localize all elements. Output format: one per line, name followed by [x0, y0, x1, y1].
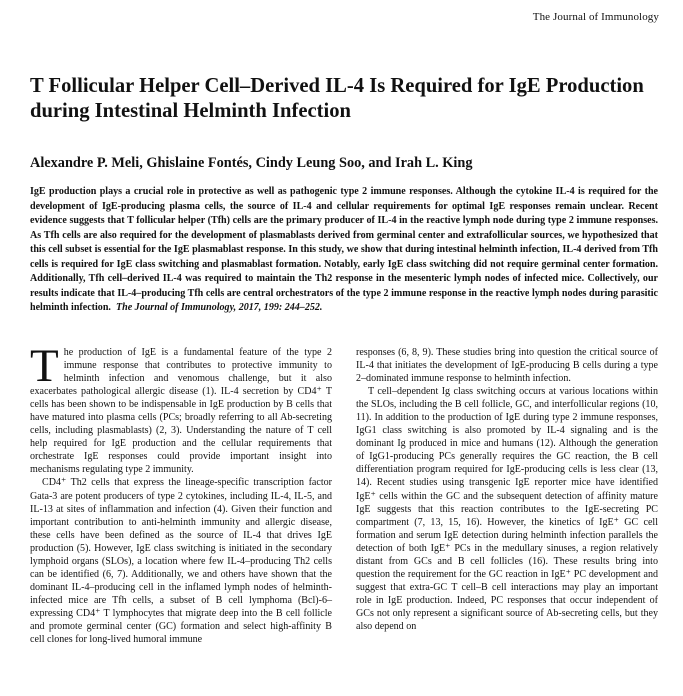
abstract: [30, 185, 658, 316]
article-title: T Follicular Helper Cell–Derived IL-4 Is Required for IgE Production during Intestinal Helminth Infection: [30, 75, 644, 122]
body-paragraph: responses (6, 8, 9). These studies bring into question the critical source of IL-4 that initiates the development of IgE-producing B cells during a type 2–dominated immune response to helminth infection.: [356, 347, 658, 385]
journal-header: The Journal of Immunology: [532, 11, 659, 23]
intro-paragraph-text: he production of IgE is a fundamental feature of the type 2 immune response that contributes to protective immunity to helminth infection and venomous challenge, but it also exacerbates pathological allergic disease (1). IL-4 secretion by CD4⁺ T cells has been shown to be indispensable in IgE production by B cells that have matured into plasma cells (PCs; broadly referring to all Ab-secreting cells, including plasmablasts) (2, 3). Understanding the nature of T cell help required for IgE production and the cellular requirements that orchestrate IgE responses could provide important insight into mechanisms regulating type 2 immunity.: [30, 347, 332, 476]
author-list: Alexandre P. Meli, Ghislaine Fontés, Cindy Leung Soo, and Irah L. King: [30, 155, 473, 171]
body-paragraph: CD4⁺ Th2 cells that express the lineage-specific transcription factor Gata-3 are potent producers of type 2 cytokines, including IL-4, IL-5, and IL-13 at sites of inflammation and infection (4). Given their function and important contribution to anti-helminth immunity and allergic disease, these cells have been defined as the source of IL-4 that drives IgE production (5). However, IgE class switching is initiated in the secondary lymphoid organs (SLOs), a location where few IL-4–producing Th2 cells can be identified (6, 7). Additionally, we and others have shown that the dominant IL-4–producing cell in the inflamed lymph nodes of helminth-infected mice are Tfh cells, a subset of B cell lymphoma (Bcl)-6–expressing CD4⁺ T lymphocytes that migrate deep into the B cell follicle and promote germinal center (GC) formation and select high-affinity B cell clones for long-lived humoral immune: [30, 477, 332, 646]
body-column-left: [30, 340, 332, 646]
body-paragraph: T cell–dependent Ig class switching occurs at various locations within the SLOs, including the B cell follicle, GC, and interfollicular regions (10, 11). In addition to the production of IgE during type 2 immune responses, IgG1 class switching is also promoted by IL-4 signaling and is the dominant Ig produced in mice and humans (12). Although the generation of IgG1-producing PCs generally requires the GC reaction, the B cell differentiation program required for IgE-producing cells is less clear (13, 14). Recent studies using transgenic IgE reporter mice have identified IgE⁺ cells within the GC and the subsequent detection of affinity mature IgE suggests that this reaction contributes to the IgE-secreting PC compartment (7, 13, 15, 16). However, the kinetics of IgE⁺ GC cell formation and serum IgE detection during helminth infection parallels the detection of both IgE⁺ PCs in the medullary sinuses, a region relatively distant from GCs and B cell follicles (16). These results bring into question the requirement for the GC reaction in IgE⁺ PC development and suggest that extra-GC T cell–B cell interactions may play an important role in IgE production. Indeed, PC responses that occur independent of GCs not only represent a significant source of Ab-secreting cells, but they also depend on: [356, 386, 658, 632]
abstract-citation: The Journal of Immunology, 2017, 199: 244–252.: [115, 302, 323, 314]
body-column-right: [356, 346, 658, 633]
abstract-body: IgE production plays a crucial role in protective as well as pathogenic type 2 immune responses. Although the cytokine IL-4 is required for the development of IgE-producing plasma cells, the source of IL-4 and cellular requirements for optimal IgE responses remain unclear. Recent evidence suggests that T follicular helper (Tfh) cells are the primary producer of IL-4 in the reactive lymph node during type 2 immune responses. As Tfh cells are also required for the development of plasmablasts derived from germinal center and extrafollicular sources, we hypothesized that this cell subset is essential for the IgE plasmablast response. In this study, we show that during intestinal helminth infection, IL-4 derived from Tfh cells is required for IgE class switching and plasmablast formation. Notably, early IgE class switching did not require germinal center formation. Additionally, Tfh cell–derived IL-4 was required to maintain the Th2 response in the mesenteric lymph nodes of infected mice. Collectively, our results indicate that IL-4–producing Tfh cells are central orchestrators of the type 2 immune response in the reactive lymph nodes during parasitic helminth infection.: [30, 186, 658, 314]
intro-paragraph: [30, 340, 332, 476]
drop-cap: T: [30, 340, 59, 392]
